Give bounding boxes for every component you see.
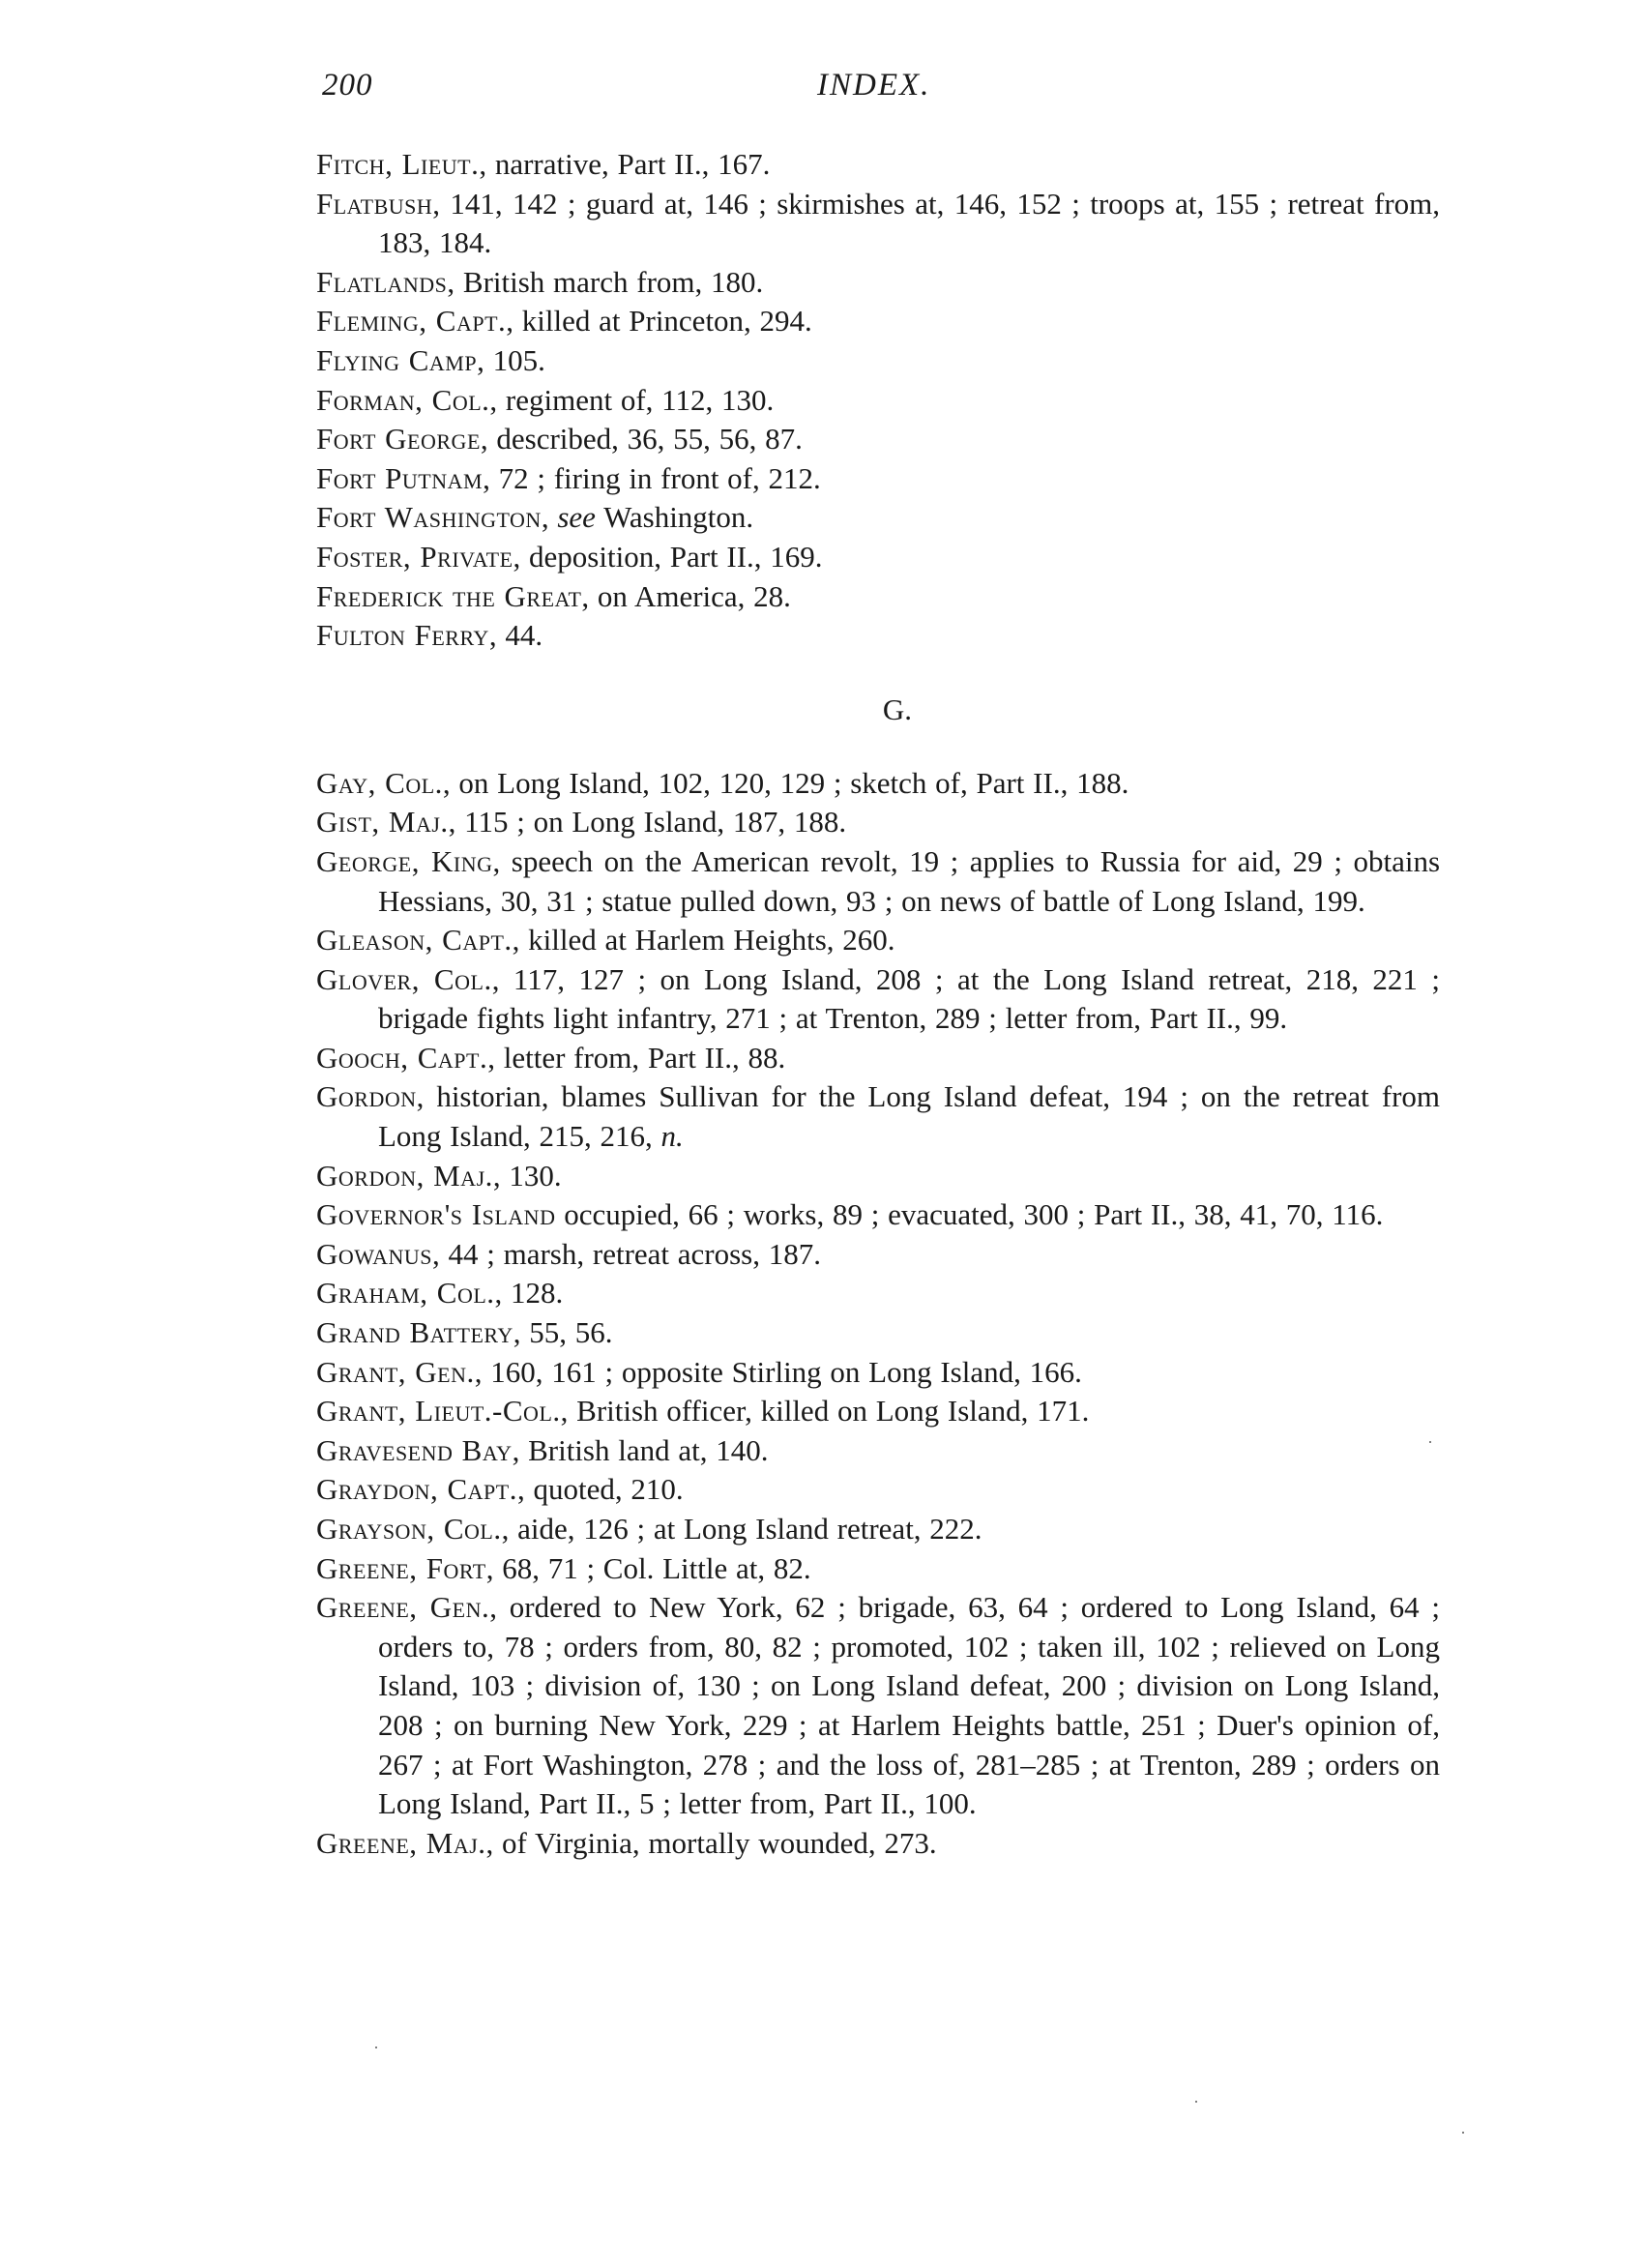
entry-references: , 141, 142 ; guard at, 146 ; skirmishes at, 146, 152 ; troops at, 155 ; retreat from, 183, 184. (378, 186, 1440, 260)
index-entry (316, 1039, 1440, 1078)
running-head (322, 68, 1444, 110)
entry-heading: Gleason, Capt. (316, 923, 513, 957)
index-entry (316, 263, 1440, 303)
entry-references: , 68, 71 ; Col. Little at, 82. (485, 1550, 811, 1585)
entry-references: , 44. (488, 618, 543, 653)
entry-references: , killed at Princeton, 294. (506, 304, 812, 339)
page-title: INDEX. (817, 68, 931, 103)
index-entry (316, 577, 1440, 617)
index-entry (316, 1077, 1440, 1156)
entry-references: , 55, 56. (513, 1315, 613, 1350)
entry-heading: Grant, Lieut.-Col. (316, 1394, 561, 1429)
index-entry (316, 764, 1440, 804)
entry-heading: Grayson, Col. (316, 1512, 502, 1546)
section-heading: G. (882, 692, 913, 726)
index-entry (316, 341, 1440, 381)
entry-references: , speech on the American revolt, 19 ; applies to Russia for aid, 29 ; obtains Hessians, 30, 31 ; statue pulled down, 93 ; on news of battle of Long Island, 199. (378, 843, 1441, 918)
entry-heading: Grand Battery (316, 1315, 513, 1350)
entry-heading: Fulton Ferry (316, 618, 489, 653)
entry-heading: Fort Washington (316, 500, 542, 535)
entry-references: , quoted, 210. (516, 1472, 684, 1507)
entry-heading: Gooch, Capt. (316, 1040, 488, 1075)
entry-separator: , (541, 500, 558, 535)
index-entry (316, 1235, 1440, 1275)
entry-references: , 72 ; firing in front of, 212. (483, 460, 821, 495)
entry-heading: Greene, Gen. (316, 1590, 490, 1625)
entry-heading: Fleming, Capt. (316, 304, 507, 339)
entry-heading: Greene, Fort (316, 1550, 486, 1585)
entry-references: , 160, 161 ; opposite Stirling on Long Island, 166. (474, 1354, 1082, 1389)
scan-speck (1195, 2101, 1197, 2103)
entry-references: , 128. (494, 1276, 564, 1311)
entry-heading: Graham, Col. (316, 1276, 495, 1311)
index-entry (316, 420, 1440, 459)
entry-references: , 105. (477, 342, 545, 377)
entry-references: , aide, 126 ; at Long Island retreat, 222. (501, 1512, 982, 1546)
index-entry (316, 381, 1440, 421)
page-number: 200 (322, 68, 373, 103)
index-entry (316, 498, 1440, 538)
entry-heading: Gordon, Maj. (316, 1158, 493, 1193)
index-entry (316, 842, 1440, 921)
entry-heading: Graydon, Capt. (316, 1472, 517, 1507)
note-reference: n. (660, 1119, 684, 1154)
index-entries (316, 145, 1440, 1863)
entry-references: , of Virginia, mortally wounded, 273. (485, 1825, 937, 1860)
entry-references: , on Long Island, 102, 120, 129 ; sketch of, Part II., 188. (442, 765, 1129, 800)
entry-heading: Flatbush (316, 186, 433, 221)
index-entry (316, 803, 1440, 842)
entry-heading: Gordon (316, 1079, 417, 1114)
index-entry (316, 1824, 1440, 1864)
entry-heading: Flying Camp (316, 342, 478, 377)
entry-heading: Frederick the Great (316, 578, 582, 613)
entry-heading: Glover, Col. (316, 961, 492, 996)
entry-references: , letter from, Part II., 88. (487, 1040, 786, 1075)
entry-references: Washington. (595, 500, 754, 535)
entry-heading: Grant, Gen. (316, 1354, 475, 1389)
index-entry (316, 1470, 1440, 1510)
entry-references: , described, 36, 55, 56, 87. (480, 422, 803, 457)
see-reference: see (557, 500, 596, 535)
entry-references: occupied, 66 ; works, 89 ; evacuated, 300 ; Part II., 38, 41, 70, 116. (555, 1197, 1384, 1232)
entry-references: , 44 ; marsh, retreat across, 187. (432, 1236, 821, 1271)
index-entry (316, 1157, 1440, 1196)
entry-heading: George, King (316, 843, 493, 878)
entry-heading: Gist, Maj. (316, 805, 449, 839)
index-entry (316, 1392, 1440, 1431)
entry-heading: Fitch, Lieut. (316, 147, 480, 181)
entry-heading: Governor's Island (316, 1197, 556, 1232)
entry-references: , on America, 28. (581, 578, 791, 613)
index-entry (316, 1195, 1440, 1235)
entry-references: , regiment of, 112, 130. (489, 382, 775, 417)
entry-heading: Fort George (316, 422, 481, 457)
entry-references: , 117, 127 ; on Long Island, 208 ; at the Long Island retreat, 218, 221 ; brigade fights light infantry, 271 ; at Trenton, 289 ; letter from, Part II., 99. (378, 961, 1440, 1036)
index-entry (316, 960, 1440, 1039)
entry-references: , 130. (492, 1158, 562, 1193)
scan-speck (1429, 1441, 1431, 1443)
index-entry (316, 1549, 1440, 1589)
index-entry (316, 459, 1440, 499)
entry-heading: Fort Putnam (316, 460, 484, 495)
entry-heading: Forman, Col. (316, 382, 490, 417)
entry-references: , narrative, Part II., 167. (479, 147, 771, 181)
entry-heading: Greene, Maj. (316, 1825, 486, 1860)
index-entry (316, 921, 1440, 960)
entry-heading: Gowanus (316, 1236, 432, 1271)
index-entry (316, 1313, 1440, 1353)
entry-references: , deposition, Part II., 169. (513, 539, 823, 574)
index-entry (316, 1353, 1440, 1393)
index-entry (316, 1274, 1440, 1313)
scan-speck (1462, 2132, 1464, 2134)
index-entry (316, 538, 1440, 577)
entry-heading: Foster, Private (316, 539, 513, 574)
entry-heading: Flatlands (316, 264, 448, 299)
index-entry (316, 145, 1440, 185)
entry-heading: Gravesend Bay (316, 1432, 513, 1467)
entry-references: , British officer, killed on Long Island, 171. (560, 1394, 1090, 1429)
index-entry (316, 185, 1440, 263)
index-entry (316, 1510, 1440, 1549)
entry-references: , killed at Harlem Heights, 260. (512, 923, 895, 957)
index-entry (316, 616, 1440, 656)
entry-references: , ordered to New York, 62 ; brigade, 63, 64 ; ordered to Long Island, 64 ; orders to, 78 ; orders from, 80, 82 ; promoted, 102 ; taken ill, 102 ; relieved on Long Island, 103 ; division of, 130 ; on Long Island defeat, 200 ; division on Long Island, 208 ; on burning New York, 229 ; at Harlem Heights battle, 251 ; Duer's opinion of, 267 ; at Fort Washington, 278 ; and the loss of, 281–285 ; at Trenton, 289 ; orders on Long Island, Part II., 5 ; letter from, Part II., 100. (378, 1590, 1440, 1821)
scan-speck (375, 2047, 377, 2048)
entry-references: , British march from, 180. (447, 264, 764, 299)
entry-references: , British land at, 140. (512, 1432, 769, 1467)
index-entry (316, 1431, 1440, 1471)
entry-references: , historian, blames Sullivan for the Long Island defeat, 194 ; on the retreat from Long Island, 215, 216, (378, 1079, 1440, 1154)
entry-heading: Gay, Col. (316, 765, 443, 800)
index-entry (316, 1588, 1440, 1824)
entry-references: , 115 ; on Long Island, 187, 188. (448, 805, 847, 839)
index-entry (316, 302, 1440, 341)
